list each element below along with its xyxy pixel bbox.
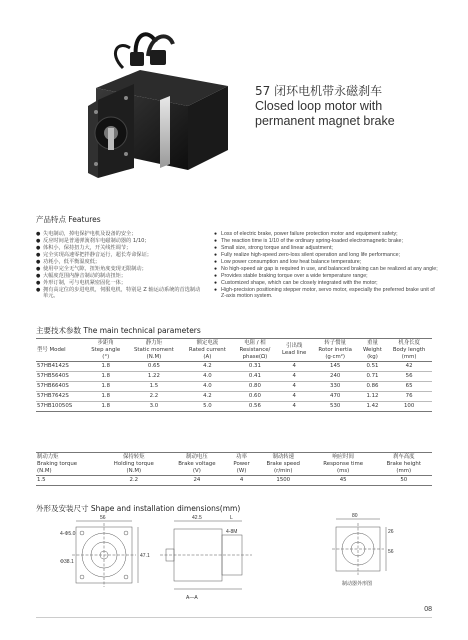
column-header-en: 型号 Model (37, 346, 66, 353)
bullet-icon: ● (36, 231, 41, 237)
feature-text: Provides stable braking torque over a wide temperature range; (221, 272, 368, 279)
column-header-unit: (N.M) (146, 353, 162, 360)
feature-text: No high-speed air gap is required in use, and balanced braking can be realized at any angle; (221, 265, 438, 272)
feature-item-en (214, 273, 440, 280)
table-cell: 4 (277, 372, 312, 382)
column-header-en: Brake height (386, 460, 421, 467)
feature-item-zh (36, 231, 202, 238)
column-header-zh: 制动电压 (186, 454, 208, 460)
column-header (36, 339, 85, 362)
column-header (36, 453, 101, 476)
column-header-en: Response time (323, 460, 364, 467)
table-cell: 1.12 (359, 392, 387, 402)
table-cell: 0.51 (359, 362, 387, 372)
column-header-en: Power (233, 460, 250, 467)
column-header-unit: (W) (236, 467, 247, 474)
column-header-zh: 引出线 (286, 343, 303, 350)
feature-text: 失电制动，掉电保护电机及设备的安全； (43, 231, 137, 237)
bullet-icon: ● (214, 244, 218, 251)
column-header (312, 339, 359, 362)
features-list-en (214, 231, 440, 300)
table-cell: 4 (277, 392, 312, 402)
table-row (36, 392, 432, 402)
column-header-zh: 保持转矩 (123, 454, 145, 460)
dim-rear-caption: 制动器外形图 (342, 581, 373, 587)
table-cell: 530 (312, 401, 359, 411)
table-cell: 0.31 (233, 362, 277, 372)
feature-item-en (214, 259, 440, 266)
table-cell: 0.65 (126, 362, 181, 372)
dim-front-holes: 4-Φ5.0 (60, 531, 76, 537)
bullet-icon: ● (36, 237, 41, 244)
bullet-icon: ● (214, 272, 218, 279)
bullet-icon: ● (214, 237, 218, 244)
bullet-icon: ● (214, 258, 218, 265)
feature-text: 反应时间是普通弹簧刹车电磁制动器的 1/10; (43, 237, 147, 244)
dimensions-heading: 外形及安装尺寸 Shape and installation dimensions(mm) (36, 504, 241, 513)
title-en-line1: Closed loop motor with (255, 99, 383, 113)
table-row (36, 476, 432, 486)
column-header-en: Lead line (281, 350, 307, 357)
feature-item-zh (36, 245, 202, 252)
table-cell: 0.86 (359, 382, 387, 392)
page-number: 08 (424, 606, 432, 613)
dim-rear-sub: 26 (388, 529, 394, 535)
column-header-en: Body length (392, 346, 426, 353)
column-header (233, 339, 277, 362)
table-row (36, 362, 432, 372)
table-cell: 0.80 (233, 382, 277, 392)
feature-item-en (214, 231, 440, 238)
dim-side-len: 42.5 (192, 515, 202, 521)
column-header-en: Step angle (91, 346, 121, 353)
feature-item-zh (36, 238, 202, 245)
column-header-en: Holding torque (113, 460, 154, 467)
column-header (166, 453, 227, 476)
column-header-zh: 电阻 / 相 (244, 340, 266, 346)
column-header-en: Resistance/ (239, 346, 271, 353)
table-cell: 0.71 (359, 372, 387, 382)
table-cell: 470 (312, 392, 359, 402)
table-cell: 1.42 (359, 401, 387, 411)
table-cell: 100 (386, 401, 432, 411)
column-header-en: Static moment (134, 346, 174, 353)
column-header (277, 339, 312, 362)
column-header-zh: 制动力矩 (37, 454, 59, 460)
feature-item-en (214, 238, 440, 245)
table-cell: 0.41 (233, 372, 277, 382)
feature-item-en (214, 245, 440, 252)
bullet-icon: ● (214, 279, 218, 286)
table-cell: 240 (312, 372, 359, 382)
table-cell: 4.2 (182, 392, 234, 402)
feature-item-zh (36, 280, 202, 287)
column-header (85, 339, 126, 362)
dim-section-aa: A—A (186, 595, 198, 601)
table-cell: 4 (227, 476, 255, 486)
table-cell: 45 (311, 476, 376, 486)
column-header-unit: (mm) (396, 467, 412, 474)
table-cell: 1.22 (126, 372, 181, 382)
table-cell: 4.2 (182, 362, 234, 372)
column-header (359, 339, 387, 362)
feature-text: 拥有高定位的步进电机，伺服电机，特别是 Z 轴运动系统的首选制动单元。 (43, 286, 201, 300)
table-cell: 145 (312, 362, 359, 372)
feature-text: 完全实现高速零把拌静音运行，超长寿命保证； (43, 251, 152, 258)
table-cell: 57HB7642S (36, 392, 85, 402)
column-header (227, 453, 255, 476)
table-cell: 3.0 (126, 401, 181, 411)
column-header-unit: (A) (203, 353, 212, 360)
dim-side-extra: L (230, 515, 233, 521)
feature-text: Small size, strong torque and linear adjustment; (221, 244, 333, 251)
table-row (36, 372, 432, 382)
specs-heading: 主要技术参数 The main technical parameters (36, 326, 201, 335)
feature-item-zh (36, 266, 202, 273)
column-header-zh: 额定电流 (196, 340, 219, 346)
table-cell: 57HB10050S (36, 401, 85, 411)
product-title (255, 84, 455, 129)
table-cell: 4.0 (182, 372, 234, 382)
feature-text: 功耗小，低平衡温度低； (43, 258, 101, 265)
column-header (386, 339, 432, 362)
table-cell: 4 (277, 401, 312, 411)
brake-table (36, 452, 432, 486)
column-header-unit: (N.M) (37, 467, 52, 474)
column-header-en: Brake speed (266, 460, 300, 467)
features-heading: 产品特点 Features (36, 215, 101, 224)
table-cell: 4 (277, 362, 312, 372)
title-en-line2: permanent magnet brake (255, 114, 395, 128)
feature-item-zh (36, 287, 202, 300)
feature-item-en (214, 252, 440, 259)
table-cell: 42 (386, 362, 432, 372)
table-cell: 1.8 (85, 382, 126, 392)
column-header-unit: (N.M) (126, 467, 142, 474)
table-cell: 57HB4142S (36, 362, 85, 372)
table-cell: 1.8 (85, 392, 126, 402)
column-header-zh: 重量 (367, 340, 378, 346)
feature-text: Customized shape, which can be closely integrated with the motor; (221, 279, 378, 286)
column-header-zh: 步距角 (97, 340, 114, 346)
table-cell: 56 (386, 372, 432, 382)
column-header-unit: (g·cm²) (325, 353, 346, 360)
column-header-unit: (V) (192, 467, 201, 474)
feature-item-en (214, 280, 440, 287)
table-cell: 2.2 (101, 476, 166, 486)
specs-table (36, 338, 432, 412)
feature-text: Low power consumption and low heat balance temperature; (221, 258, 362, 265)
column-header (256, 453, 311, 476)
feature-text: The reaction time is 1/10 of the ordinary spring-loaded electromagnetic brake; (221, 237, 403, 244)
bullet-icon: ● (36, 272, 41, 279)
column-header-en: Weight (363, 346, 382, 353)
column-header-en: Braking torque (37, 460, 78, 467)
feature-text: 使用中完全无气隙，扭矩角度变现无限制动； (43, 265, 147, 272)
table-cell: 4 (277, 382, 312, 392)
bullet-icon: ● (36, 279, 41, 286)
column-header (182, 339, 234, 362)
bullet-icon: ● (214, 286, 218, 293)
column-header-zh: 刹车高度 (392, 454, 415, 460)
feature-text: 外形订制，可与电机紧密固化一体； (43, 279, 127, 286)
bullet-icon: ● (36, 286, 41, 293)
column-header (311, 453, 376, 476)
table-cell: 1.5 (126, 382, 181, 392)
column-header-zh: 机身长度 (398, 340, 420, 346)
feature-text: Loss of electric brake, power failure protection motor and equipment safety; (221, 231, 398, 237)
table-cell: 1.5 (36, 476, 101, 486)
feature-item-zh (36, 252, 202, 259)
bullet-icon: ● (36, 258, 41, 265)
table-cell: 76 (386, 392, 432, 402)
column-header-zh: 转子惯量 (324, 340, 346, 346)
motor-photo (78, 28, 238, 178)
column-header-unit: (ms) (337, 467, 350, 474)
feature-item-zh (36, 273, 202, 280)
column-header-unit: (°) (102, 353, 110, 360)
feature-item-en (214, 287, 440, 300)
dim-pcd: 47.1 (140, 553, 150, 559)
column-header-en: Rated current (188, 346, 226, 353)
dim-rear-w: 56 (388, 549, 394, 555)
bullet-icon: ● (214, 231, 218, 237)
table-cell: 1.8 (85, 401, 126, 411)
table-cell: 50 (376, 476, 432, 486)
table-cell: 5.0 (182, 401, 234, 411)
feature-text: 大幅度范围内静音制动的制动扭矩； (43, 272, 127, 279)
dim-side-cap: 4-8M (226, 529, 238, 535)
table-cell: 65 (386, 382, 432, 392)
dim-flange: 56 (100, 515, 106, 521)
table-cell: 57HB6640S (36, 382, 85, 392)
table-cell: 1500 (256, 476, 311, 486)
table-cell: 0.56 (233, 401, 277, 411)
column-header-zh: 制动转速 (272, 454, 295, 460)
column-header-unit: (kg) (367, 353, 378, 360)
column-header-unit: (mm) (401, 353, 417, 360)
title-zh: 57 闭环电机带永磁刹车 (255, 84, 383, 98)
column-header-en: Rotor inertia (318, 346, 352, 353)
column-header-en: Brake voltage (178, 460, 216, 467)
bullet-icon: ● (36, 244, 41, 251)
features-list-zh (36, 231, 202, 300)
bullet-icon: ● (36, 265, 41, 272)
dim-rear-top: 80 (352, 513, 358, 519)
bullet-icon: ● (214, 251, 218, 258)
table-cell: 24 (166, 476, 227, 486)
table-row (36, 382, 432, 392)
column-header-zh: 功率 (236, 454, 247, 460)
bullet-icon: ● (214, 265, 218, 272)
table-cell: 1.8 (85, 372, 126, 382)
table-cell: 0.60 (233, 392, 277, 402)
bullet-icon: ● (36, 251, 41, 258)
feature-item-zh (36, 259, 202, 266)
table-cell: 1.8 (85, 362, 126, 372)
column-header-zh: 静力矩 (145, 340, 162, 346)
column-header-zh: 响应时间 (332, 454, 354, 460)
dimension-drawing (36, 513, 432, 603)
column-header (126, 339, 181, 362)
column-header-unit: (r/min) (274, 467, 293, 474)
dim-shaft: Φ38.1 (60, 559, 74, 565)
table-cell: 2.2 (126, 392, 181, 402)
column-header (101, 453, 166, 476)
feature-text: Fully realize high-speed zero-loss silent operation and long life performance; (221, 251, 401, 258)
footer-divider (36, 617, 432, 618)
feature-text: 体积小，保持扭力大，开关线性调节； (43, 244, 132, 251)
table-cell: 330 (312, 382, 359, 392)
feature-item-en (214, 266, 440, 273)
column-header (376, 453, 432, 476)
table-row (36, 401, 432, 411)
table-cell: 57HB5640S (36, 372, 85, 382)
column-header-unit: phase(Ω) (242, 353, 268, 360)
feature-text: High-precision positioning stepper motor, servo motor, especially the preferred brake unit of Z-axis motion system. (221, 286, 435, 300)
table-cell: 4.0 (182, 382, 234, 392)
